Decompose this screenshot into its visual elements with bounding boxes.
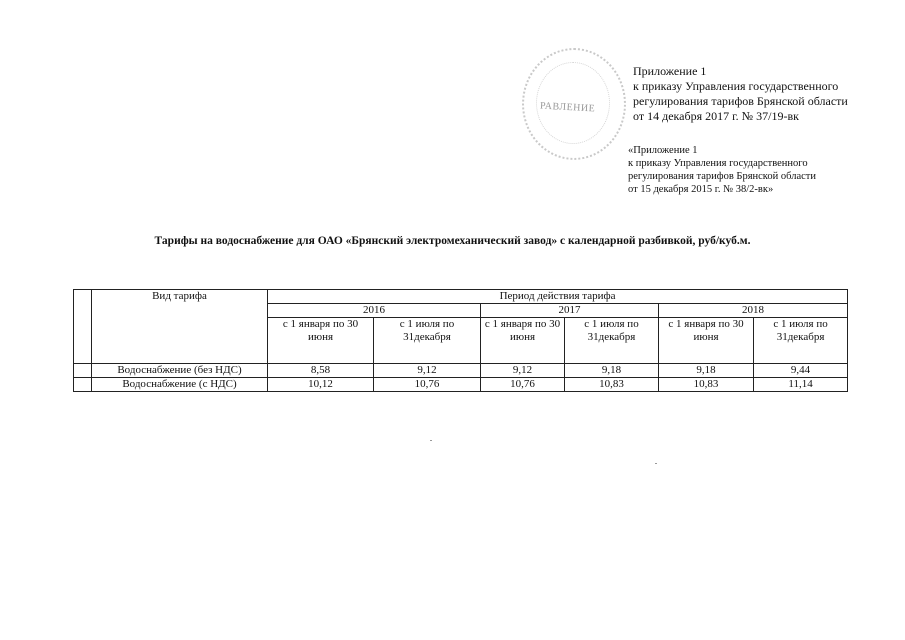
year-header: 2016 (268, 304, 481, 318)
subperiod-header: с 1 января по 30 июня (268, 318, 374, 364)
tariff-value-cell: 9,44 (754, 364, 848, 378)
stamp-text: РАВЛЕНИЕ (539, 100, 596, 115)
subperiod-header: с 1 января по 30 июня (481, 318, 565, 364)
annex-previous-line: от 15 декабря 2015 г. № 38/2-вк» (628, 184, 774, 195)
annex-previous-line: к приказу Управления государственного (628, 158, 808, 169)
year-header: 2017 (481, 304, 659, 318)
subperiod-header: с 1 июля по 31декабря (374, 318, 481, 364)
annex-current-line: регулирования тарифов Брянской области (633, 94, 848, 108)
annex-previous-line: регулирования тарифов Брянской области (628, 171, 816, 182)
document-title: Тарифы на водоснабжение для ОАО «Брянский электромеханический завод» с календарной разбивкой, руб/куб.м. (154, 235, 751, 247)
annex-current-line: Приложение 1 (633, 64, 707, 78)
tariff-value-cell: 9,18 (565, 364, 659, 378)
table-row (74, 364, 848, 378)
tariff-value-cell: 10,76 (481, 378, 565, 392)
tariff-name-cell: Водоснабжение (без НДС) (92, 364, 268, 378)
header-row-period (74, 290, 848, 304)
tariff-name-cell: Водоснабжение (с НДС) (92, 378, 268, 392)
subperiod-header: с 1 января по 30 июня (659, 318, 754, 364)
annex-current-line: к приказу Управления государственного (633, 79, 839, 93)
row-index-cell (74, 364, 92, 378)
tariff-type-header: Вид тарифа (92, 290, 268, 364)
scan-speck (655, 463, 657, 464)
tariff-value-cell: 9,12 (481, 364, 565, 378)
tariff-value-cell: 9,12 (374, 364, 481, 378)
table-row (74, 378, 848, 392)
tariff-value-cell: 9,18 (659, 364, 754, 378)
tariff-value-cell: 10,76 (374, 378, 481, 392)
scan-speck (430, 440, 432, 441)
tariff-value-cell: 10,12 (268, 378, 374, 392)
index-column-header (74, 290, 92, 364)
annex-previous-header (628, 144, 816, 196)
period-header: Период действия тарифа (268, 290, 848, 304)
annex-current-header (633, 64, 848, 124)
annex-current-line: от 14 декабря 2017 г. № 37/19-вк (633, 109, 799, 123)
year-header: 2018 (659, 304, 848, 318)
annex-previous-line: «Приложение 1 (628, 145, 698, 156)
subperiod-header: с 1 июля по 31декабря (754, 318, 848, 364)
tariff-value-cell: 11,14 (754, 378, 848, 392)
tariff-value-cell: 10,83 (565, 378, 659, 392)
tariff-value-cell: 8,58 (268, 364, 374, 378)
subperiod-header: с 1 июля по 31декабря (565, 318, 659, 364)
tariff-table (73, 289, 848, 392)
row-index-cell (74, 378, 92, 392)
tariff-value-cell: 10,83 (659, 378, 754, 392)
